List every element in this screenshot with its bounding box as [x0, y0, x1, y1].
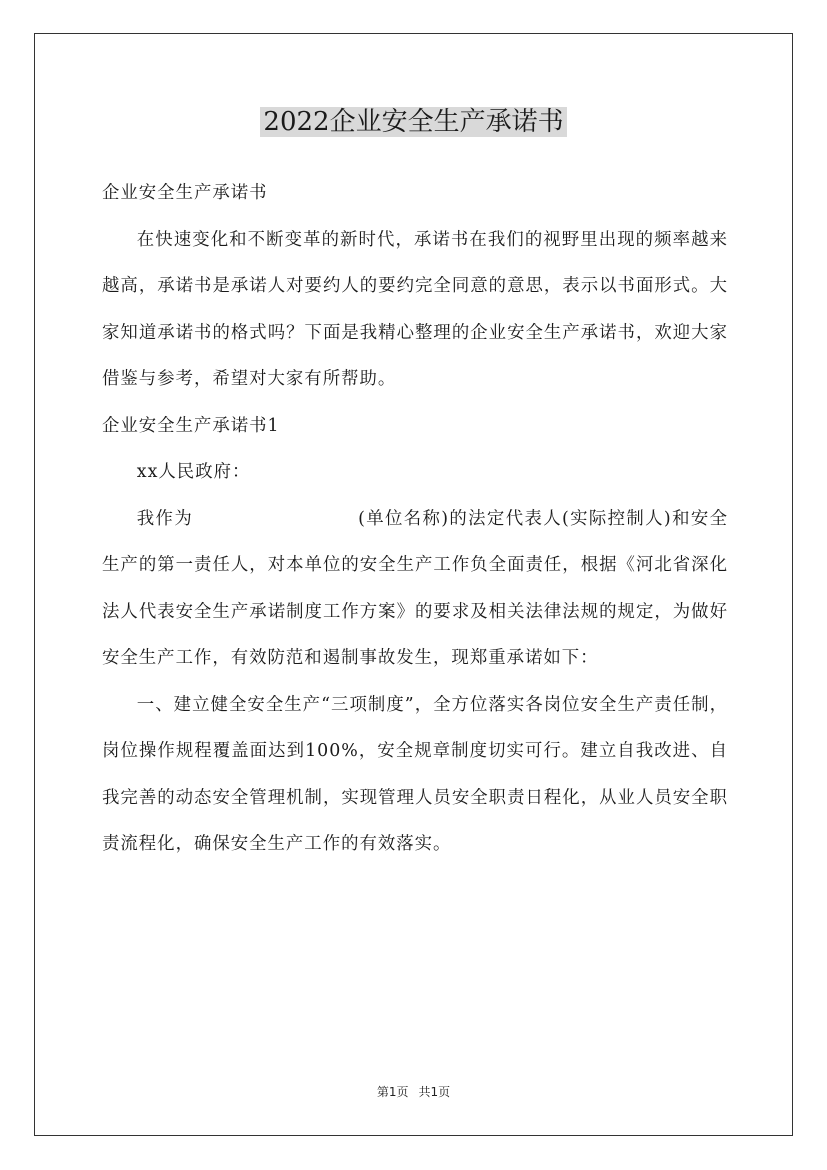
document-body — [102, 170, 728, 868]
section-heading: 企业安全生产承诺书1 — [102, 415, 280, 436]
commitment-rest: (单位名称)的法定代表人(实际控制人)和安全生产的第一责任人，对本单位的安全生产工作负全面责任，根据《河北省深化法人代表安全生产承诺制度工作方案》的要求及相关法律法规的规定，为做好安全生产工作，有效防范和遏制事故发生，现郑重承诺如下： — [102, 508, 728, 668]
page-footer — [0, 1083, 827, 1100]
commitment-lead: 我作为 — [136, 508, 194, 529]
addressee: xx人民政府： — [136, 462, 251, 482]
commitment-paragraph-1 — [102, 496, 728, 682]
commitment-paragraph-2: 一、建立健全安全生产“三项制度”，全方位落实各岗位安全生产责任制，岗位操作规程覆盖面达到100%，安全规章制度切实可行。建立自我改进、自我完善的动态安全管理机制，实现管理人员安全职责日程化，从业人员安全职责流程化，确保安全生产工作的有效落实。 — [102, 694, 728, 854]
document-subtitle: 企业安全生产承诺书 — [102, 183, 268, 203]
intro-paragraph: 在快速变化和不断变革的新时代，承诺书在我们的视野里出现的频率越来越高，承诺书是承诺人对要约人的要约完全同意的意思，表示以书面形式。大家知道承诺书的格式吗？下面是我精心整理的企业安全生产承诺书，欢迎大家借鉴与参考，希望对大家有所帮助。 — [102, 229, 728, 389]
document-title-text: 2022企业安全生产承诺书 — [260, 107, 566, 137]
document-title — [0, 100, 827, 144]
page-total: 共1页 — [418, 1085, 451, 1099]
page-number: 第1页 — [376, 1085, 409, 1099]
